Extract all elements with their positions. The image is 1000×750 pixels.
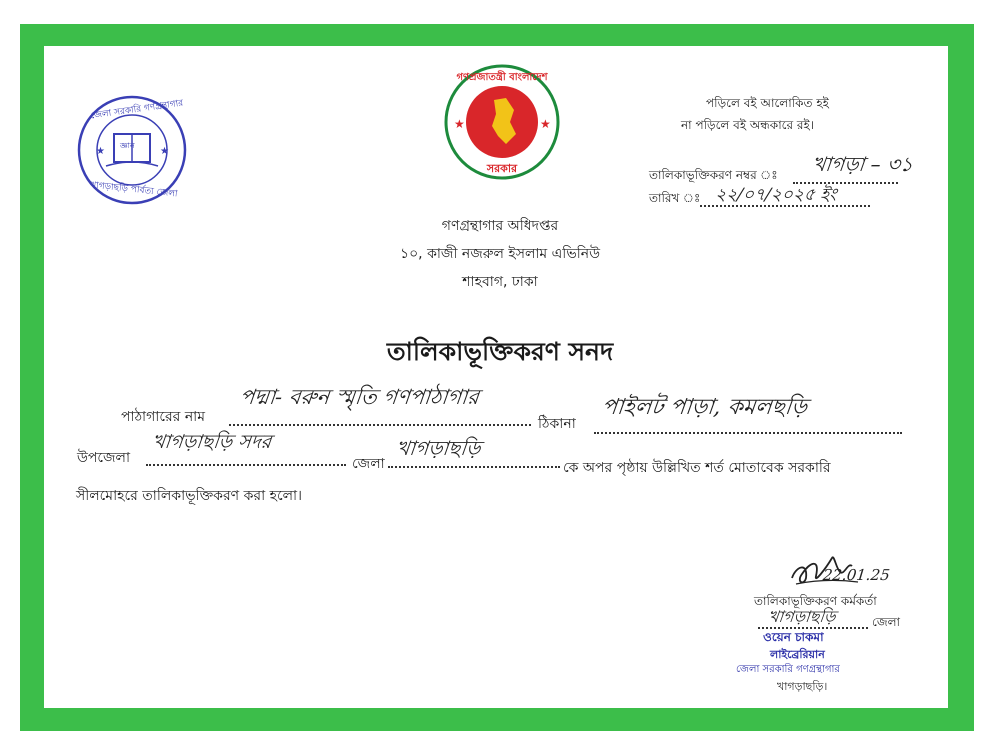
stamp-name: ওয়েন চাকমা xyxy=(763,630,824,644)
library-seal-center-text: জ্ঞান xyxy=(120,141,135,150)
office-address: ১০, কাজী নজরুল ইসলাম এভিনিউ xyxy=(399,246,601,262)
svg-text:★: ★ xyxy=(160,146,169,157)
library-seal-bottom-text: খাগড়াছড়ি পার্বত্য জেলা xyxy=(89,180,178,200)
library-name-label: পাঠাগারের নাম xyxy=(121,409,206,425)
date-value: ২২/০৭/২০২৫ ইং xyxy=(714,185,838,205)
svg-text:★: ★ xyxy=(540,117,551,131)
quote-line-1: পড়িলে বই আলোকিত হই xyxy=(706,96,829,110)
district-label: জেলা xyxy=(352,456,385,472)
office-area: শাহবাগ, ঢাকা xyxy=(462,274,538,290)
government-seal-bottom-text: সরকার xyxy=(486,162,518,175)
government-seal-top-text: গণপ্রজাতন্ত্রী বাংলাদেশ xyxy=(456,72,548,83)
address-value: পাইলট পাড়া, কমলছড়ি xyxy=(600,395,809,420)
library-seal-ring-text: জেলা সরকারি গণগ্রন্থাগার xyxy=(89,98,184,122)
address-label: ঠিকানা xyxy=(538,416,576,432)
certificate-title: তালিকাভূক্তিকরণ সনদ xyxy=(386,337,614,366)
stamp-place: খাগড়াছড়ি। xyxy=(777,680,828,693)
library-seal xyxy=(76,94,188,206)
officer-label: তালিকাভূক্তিকরণ কর্মকর্তা xyxy=(754,594,877,608)
library-name-dotted-line xyxy=(229,424,531,426)
district-value: খাগড়াছড়ি xyxy=(395,436,482,460)
stamp-organization: জেলা সরকারি গণগ্রন্থাগার xyxy=(736,664,840,675)
sentence-part-2: সীলমোহরে তালিকাভূক্তিকরণ করা হলো। xyxy=(76,488,303,504)
upazila-label: উপজেলা xyxy=(77,450,131,466)
upazila-value: খাগড়াছড়ি সদর xyxy=(151,431,273,453)
stamp-title: লাইব্রেরিয়ান xyxy=(770,648,825,661)
svg-text:★: ★ xyxy=(96,146,105,157)
signature-date: 22.01.25 xyxy=(822,566,891,584)
upazila-dotted-line xyxy=(146,464,346,466)
library-name-value: পদ্মা- বরুন স্মৃতি গণপাঠাগার xyxy=(238,385,481,409)
enlist-number-label: তালিকাভূক্তিকরণ নম্বর ঃ xyxy=(649,168,778,182)
quote-line-2: না পড়িলে বই অন্ধকারে রই। xyxy=(681,118,815,132)
officer-district-label: জেলা xyxy=(872,615,901,629)
officer-district-value: খাগড়াছড়ি xyxy=(767,607,837,626)
date-label: তারিখ ঃ xyxy=(649,191,701,205)
sentence-part-1: কে অপর পৃষ্ঠায় উল্লিখিত শর্ত মোতাবেক সরকারি xyxy=(563,460,831,476)
government-seal xyxy=(444,64,560,180)
address-dotted-line xyxy=(594,432,902,434)
svg-text:★: ★ xyxy=(454,117,465,131)
enlist-number-value: খাগড়া – ৩১ xyxy=(811,152,915,176)
office-name: গণগ্রন্থাগার অধিদপ্তর xyxy=(441,218,559,234)
